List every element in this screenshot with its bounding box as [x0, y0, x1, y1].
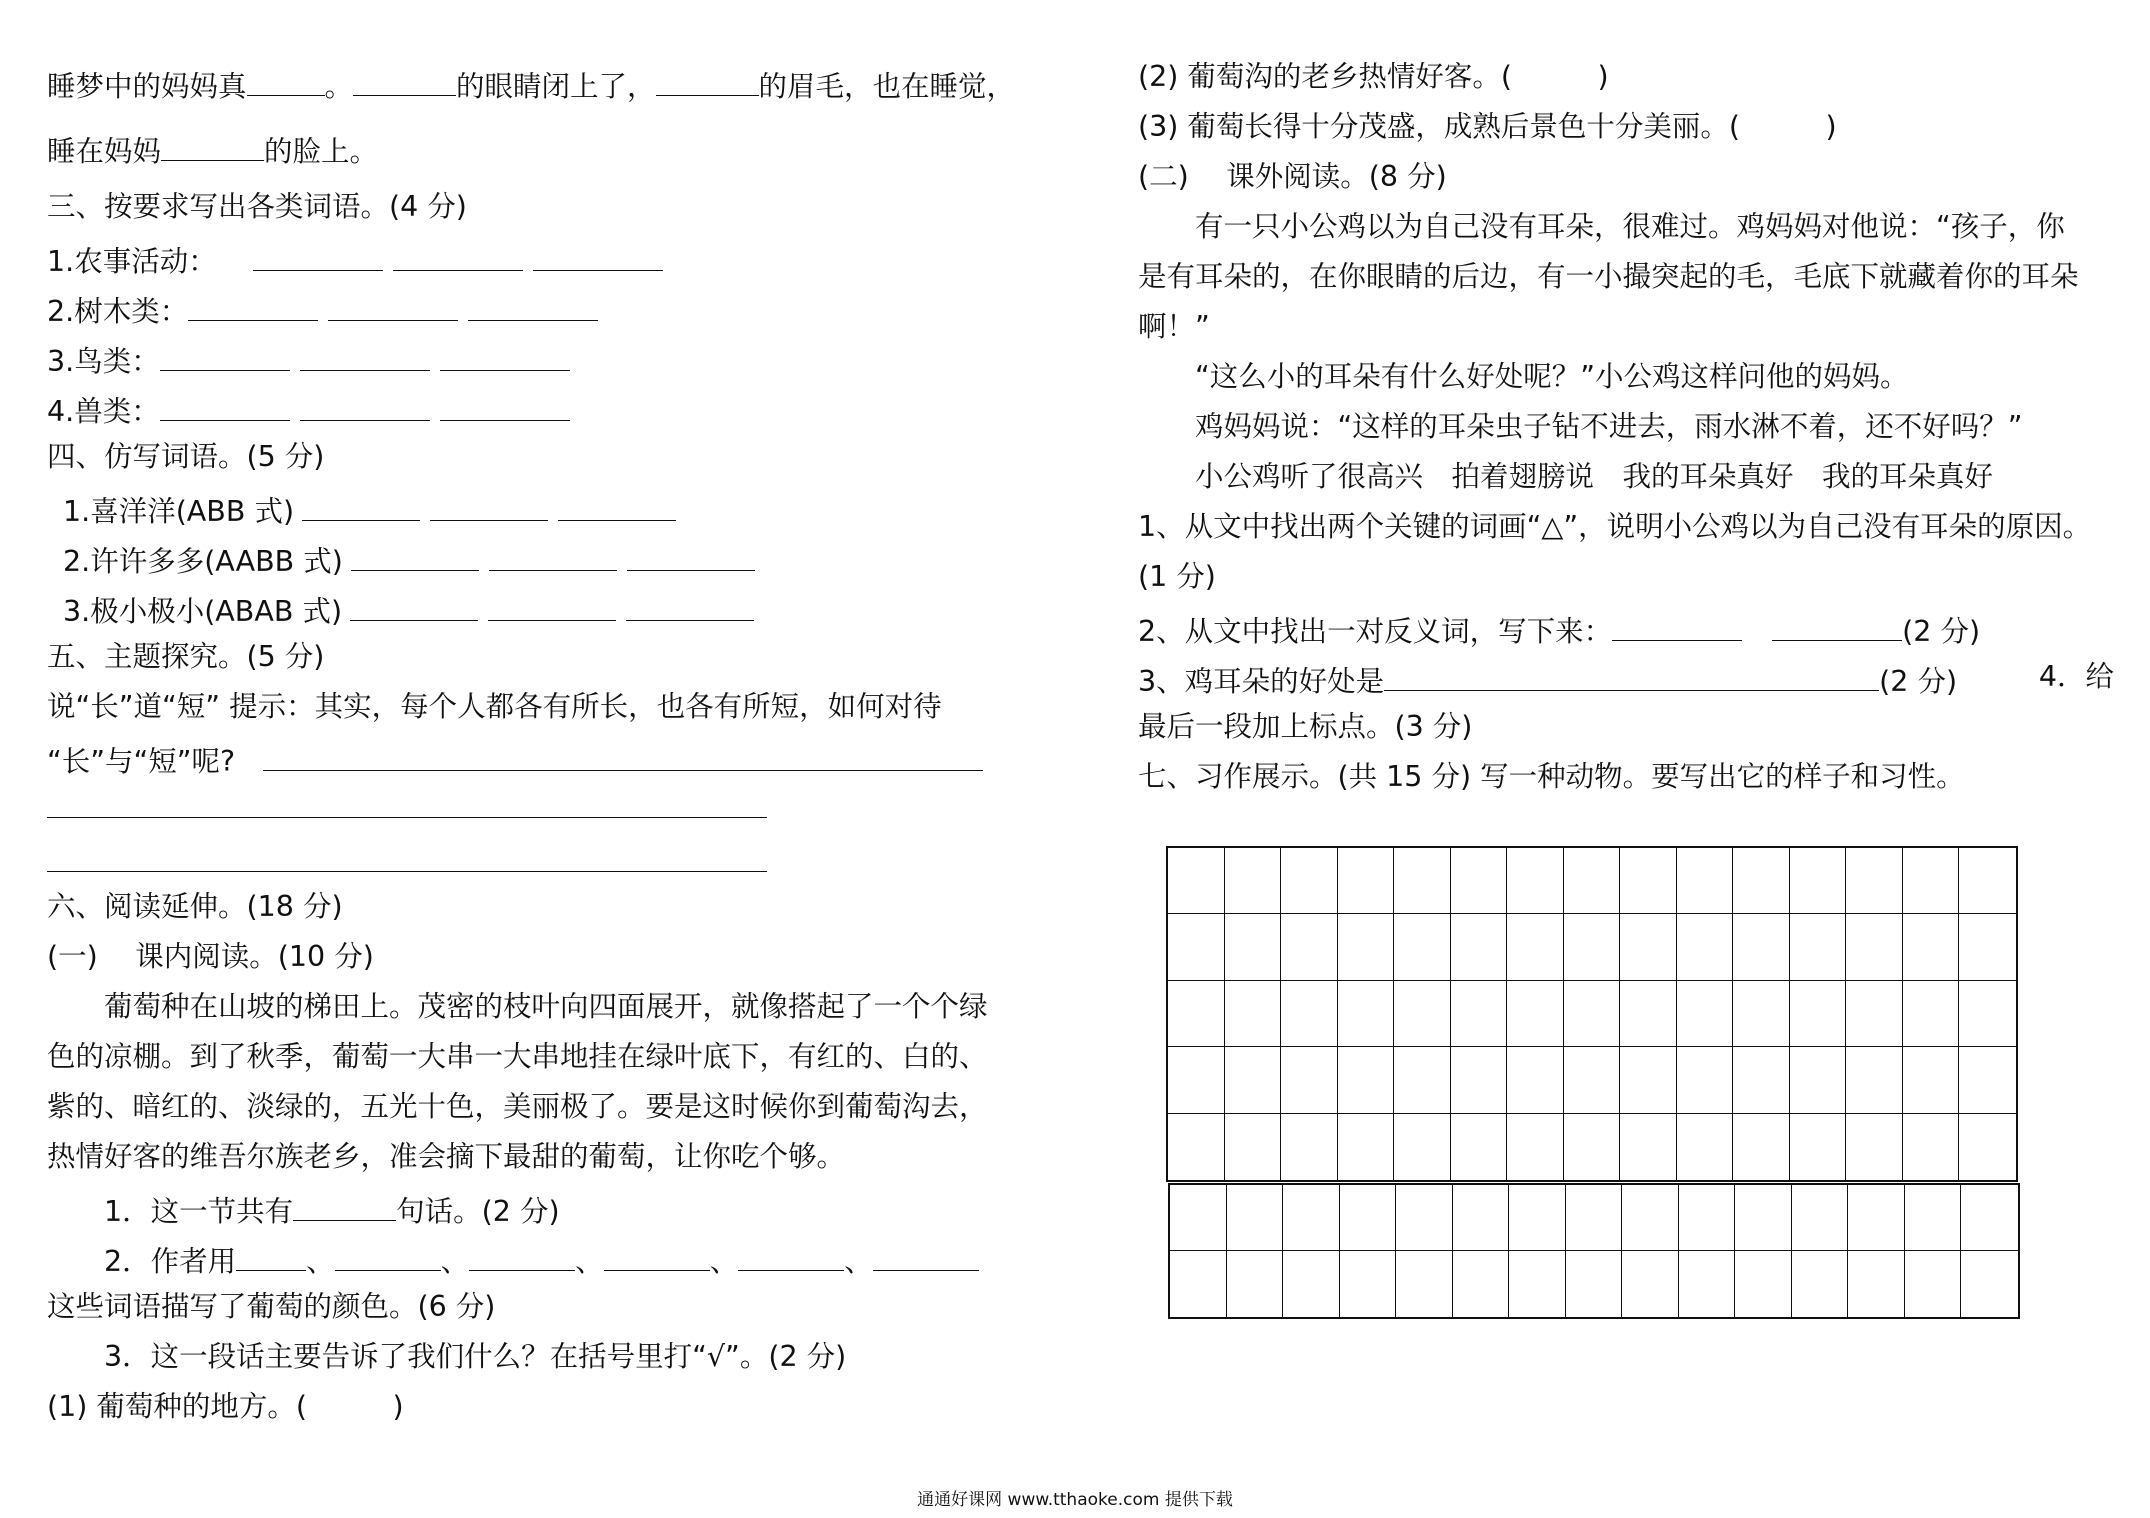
blank[interactable] — [626, 593, 754, 621]
text: 、 — [844, 1245, 873, 1279]
section-6-subtitle: (一) 课内阅读。(10 分) — [47, 940, 374, 973]
item-label: 3.极小极小(ABAB 式) — [63, 595, 343, 629]
grid-cell[interactable] — [1281, 914, 1338, 980]
grid-cell[interactable] — [1507, 914, 1564, 980]
blank[interactable] — [1612, 613, 1742, 641]
reading-question-2 — [1138, 613, 1980, 647]
blank[interactable] — [488, 593, 616, 621]
blank[interactable] — [533, 243, 663, 271]
grid-cell[interactable] — [1846, 1114, 1903, 1180]
answer-line[interactable] — [47, 871, 767, 872]
grid-cell[interactable] — [1959, 1047, 2016, 1113]
grid-cell[interactable] — [1227, 1185, 1284, 1251]
grid-cell[interactable] — [1509, 1251, 1566, 1317]
text: “长”与“短”呢? — [47, 745, 236, 779]
grid-cell[interactable] — [1338, 848, 1395, 914]
blank[interactable] — [558, 493, 676, 521]
blank[interactable] — [440, 393, 570, 421]
blank[interactable] — [1772, 613, 1902, 641]
grid-cell[interactable] — [1622, 1251, 1679, 1317]
blank[interactable] — [1384, 663, 1879, 691]
section-3-title: 三、按要求写出各类词语。(4 分) — [47, 190, 467, 223]
question-1 — [104, 1193, 560, 1227]
passage-line: 小公鸡听了很高兴 拍着翅膀说 我的耳朵真好 我的耳朵真好 — [1195, 460, 1994, 493]
grid-cell[interactable] — [1961, 1185, 2018, 1251]
grid-cell[interactable] — [1168, 981, 1225, 1047]
grid-cell[interactable] — [1733, 1047, 1790, 1113]
grid-cell[interactable] — [1790, 848, 1847, 914]
question-3: 3．这一段话主要告诉了我们什么？在括号里打“√”。(2 分) — [104, 1340, 847, 1373]
grid-cell[interactable] — [1394, 914, 1451, 980]
reading-question-1-score: (1 分) — [1138, 560, 1216, 593]
text: 3、鸡耳朵的好处是 — [1138, 665, 1385, 699]
grid-cell[interactable] — [1733, 981, 1790, 1047]
blank[interactable] — [469, 1243, 575, 1271]
grid-cell[interactable] — [1338, 914, 1395, 980]
grid-cell[interactable] — [1792, 1185, 1849, 1251]
grid-cell[interactable] — [1903, 981, 1960, 1047]
passage-line: 啊！” — [1138, 310, 1210, 343]
grid-cell[interactable] — [1620, 981, 1677, 1047]
grid-cell[interactable] — [1622, 1185, 1679, 1251]
item-label: 3.鸟类： — [47, 345, 160, 379]
text: 2．作者用 — [104, 1245, 237, 1279]
section-5-title: 五、主题探究。(5 分) — [47, 640, 325, 673]
grid-cell[interactable] — [1564, 981, 1621, 1047]
blank[interactable] — [161, 133, 264, 161]
grid-cell[interactable] — [1394, 1047, 1451, 1113]
grid-cell[interactable] — [1846, 1047, 1903, 1113]
grid-cell[interactable] — [1620, 1114, 1677, 1180]
grid-cell[interactable] — [1790, 981, 1847, 1047]
grid-cell[interactable] — [1225, 914, 1282, 980]
text: 的眉毛，也在睡觉， — [758, 70, 1016, 104]
grid-cell[interactable] — [1677, 1114, 1734, 1180]
grid-cell[interactable] — [1453, 1185, 1510, 1251]
blank[interactable] — [430, 493, 548, 521]
word-category-4 — [47, 393, 570, 427]
item-label: 1.喜洋洋(ABB 式) — [63, 495, 295, 529]
blank[interactable] — [350, 593, 478, 621]
grid-cell[interactable] — [1959, 981, 2016, 1047]
grid-cell[interactable] — [1170, 1185, 1227, 1251]
grid-cell[interactable] — [1225, 1047, 1282, 1113]
section-6-subtitle-2: (二) 课外阅读。(8 分) — [1138, 160, 1447, 193]
grid-cell[interactable] — [1453, 1251, 1510, 1317]
grid-cell[interactable] — [1338, 1047, 1395, 1113]
blank[interactable] — [160, 343, 290, 371]
grid-cell[interactable] — [1903, 1047, 1960, 1113]
grid-cell[interactable] — [1959, 914, 2016, 980]
grid-cell[interactable] — [1564, 914, 1621, 980]
blank[interactable] — [351, 543, 479, 571]
item-label: 2.许许多多(AABB 式) — [63, 545, 343, 579]
reading-question-4-cont: 最后一段加上标点。(3 分) — [1138, 710, 1473, 743]
grid-cell[interactable] — [1792, 1251, 1849, 1317]
passage-line: “这么小的耳朵有什么好处呢？”小公鸡这样问他的妈妈。 — [1195, 360, 1909, 393]
grid-cell[interactable] — [1903, 914, 1960, 980]
grid-cell[interactable] — [1679, 1251, 1736, 1317]
blank[interactable] — [738, 1243, 844, 1271]
answer-line[interactable] — [263, 743, 983, 771]
option-3[interactable]: (3) 葡萄长得十分茂盛，成熟后景色十分美丽。( ) — [1138, 110, 1837, 143]
grid-cell[interactable] — [1168, 848, 1225, 914]
grid-cell[interactable] — [1281, 981, 1338, 1047]
grid-cell[interactable] — [1451, 848, 1508, 914]
grid-cell[interactable] — [1733, 914, 1790, 980]
item-label: 1.农事活动： — [47, 245, 217, 279]
grid-cell[interactable] — [1451, 1047, 1508, 1113]
imitation-item-2 — [63, 543, 755, 577]
blank[interactable] — [328, 293, 458, 321]
grid-cell[interactable] — [1846, 981, 1903, 1047]
text: 。 — [324, 70, 354, 104]
grid-cell[interactable] — [1620, 848, 1677, 914]
blank[interactable] — [656, 68, 759, 96]
grid-cell[interactable] — [1507, 848, 1564, 914]
blank[interactable] — [468, 293, 598, 321]
grid-cell[interactable] — [1394, 848, 1451, 914]
question-2-cont: 这些词语描写了葡萄的颜色。(6 分) — [47, 1290, 496, 1323]
blank[interactable] — [335, 1243, 441, 1271]
blank[interactable] — [236, 1243, 306, 1271]
passage-line: 是有耳朵的，在你眼睛的后边，有一小撮突起的毛，毛底下就藏着你的耳朵 — [1138, 260, 2079, 293]
reading-question-4: 4．给 — [2038, 660, 2114, 693]
grid-cell[interactable] — [1396, 1251, 1453, 1317]
text: 的脸上。 — [264, 135, 379, 169]
grid-cell[interactable] — [1564, 848, 1621, 914]
text: 、 — [575, 1245, 604, 1279]
reading-question-3 — [1138, 663, 1957, 697]
blank[interactable] — [253, 243, 383, 271]
grid-cell[interactable] — [1168, 914, 1225, 980]
grid-cell[interactable] — [1168, 1114, 1225, 1180]
grid-cell[interactable] — [1677, 914, 1734, 980]
text: 、 — [440, 1245, 470, 1279]
grid-cell[interactable] — [1959, 1114, 2016, 1180]
grid-cell[interactable] — [1225, 1114, 1282, 1180]
grid-cell[interactable] — [1905, 1251, 1962, 1317]
composition-grid-lower[interactable] — [1168, 1183, 2020, 1319]
grid-cell[interactable] — [1227, 1251, 1284, 1317]
grid-cell[interactable] — [1283, 1251, 1340, 1317]
section-5-prompt: 说“长”道“短” 提示：其实，每个人都各有所长，也各有所短，如何对待 — [47, 690, 942, 723]
grid-cell[interactable] — [1677, 1047, 1734, 1113]
blank[interactable] — [627, 543, 755, 571]
grid-cell[interactable] — [1733, 848, 1790, 914]
passage-line: 有一只小公鸡以为自己没有耳朵，很难过。鸡妈妈对他说：“孩子，你 — [1195, 210, 2065, 243]
passage-line: 葡萄种在山坡的梯田上。茂密的枝叶向四面展开，就像搭起了一个个绿 — [104, 990, 988, 1023]
poem-line-1 — [47, 68, 1015, 102]
text: 句话。(2 分) — [396, 1195, 560, 1229]
text: 睡梦中的妈妈真 — [47, 70, 247, 104]
footer-credit: 通通好课网 www.tthaoke.com 提供下载 — [917, 1490, 1233, 1510]
text: 睡在妈妈 — [47, 135, 162, 169]
grid-cell[interactable] — [1566, 1185, 1623, 1251]
grid-cell[interactable] — [1396, 1185, 1453, 1251]
grid-cell[interactable] — [1846, 914, 1903, 980]
grid-cell[interactable] — [1338, 1114, 1395, 1180]
blank[interactable] — [300, 343, 430, 371]
grid-cell[interactable] — [1168, 1047, 1225, 1113]
text: (2 分) — [1902, 615, 1981, 649]
answer-line[interactable] — [47, 817, 767, 818]
grid-cell[interactable] — [1903, 848, 1960, 914]
grid-cell[interactable] — [1225, 981, 1282, 1047]
grid-cell[interactable] — [1281, 1114, 1338, 1180]
composition-grid-upper[interactable] — [1166, 846, 2018, 1182]
question-2 — [104, 1243, 979, 1277]
grid-cell[interactable] — [1338, 981, 1395, 1047]
option-1[interactable]: (1) 葡萄种的地方。( ) — [47, 1390, 404, 1423]
passage-line: 色的凉棚。到了秋季，葡萄一大串一大串地挂在绿叶底下，有红的、白的、 — [47, 1040, 988, 1073]
grid-cell[interactable] — [1564, 1114, 1621, 1180]
grid-cell[interactable] — [1677, 981, 1734, 1047]
blank[interactable] — [440, 343, 570, 371]
grid-cell[interactable] — [1848, 1251, 1905, 1317]
blank[interactable] — [604, 1243, 710, 1271]
grid-cell[interactable] — [1790, 1047, 1847, 1113]
blank[interactable] — [293, 1193, 396, 1221]
grid-cell[interactable] — [1677, 848, 1734, 914]
passage-line: 紫的、暗红的、淡绿的，五光十色，美丽极了。要是这时候你到葡萄沟去， — [47, 1090, 988, 1123]
section-7-title: 七、习作展示。(共 15 分) 写一种动物。要写出它的样子和习性。 — [1138, 760, 1965, 793]
grid-cell[interactable] — [1451, 981, 1508, 1047]
grid-cell[interactable] — [1451, 1114, 1508, 1180]
text: 的眼睛闭上了， — [456, 70, 656, 104]
grid-cell[interactable] — [1225, 848, 1282, 914]
grid-cell[interactable] — [1340, 1185, 1397, 1251]
grid-cell[interactable] — [1620, 1047, 1677, 1113]
blank[interactable] — [160, 393, 290, 421]
section-6-title: 六、阅读延伸。(18 分) — [47, 890, 343, 923]
grid-cell[interactable] — [1283, 1185, 1340, 1251]
grid-cell[interactable] — [1170, 1251, 1227, 1317]
grid-cell[interactable] — [1679, 1185, 1736, 1251]
grid-cell[interactable] — [1564, 1047, 1621, 1113]
grid-cell[interactable] — [1509, 1185, 1566, 1251]
grid-cell[interactable] — [1959, 848, 2016, 914]
grid-cell[interactable] — [1340, 1251, 1397, 1317]
grid-cell[interactable] — [1507, 981, 1564, 1047]
grid-cell[interactable] — [1846, 848, 1903, 914]
blank[interactable] — [300, 393, 430, 421]
text: 、 — [306, 1245, 335, 1279]
grid-cell[interactable] — [1735, 1251, 1792, 1317]
text: 2、从文中找出一对反义词，写下来： — [1138, 615, 1613, 649]
blank[interactable] — [489, 543, 617, 571]
passage-line: 鸡妈妈说：“这样的耳朵虫子钻不进去，雨水淋不着，还不好吗？” — [1195, 410, 2023, 443]
imitation-item-1 — [63, 493, 676, 527]
passage-line: 热情好客的维吾尔族老乡，准会摘下最甜的葡萄，让你吃个够。 — [47, 1140, 846, 1173]
grid-cell[interactable] — [1903, 1114, 1960, 1180]
imitation-item-3 — [63, 593, 754, 627]
grid-cell[interactable] — [1905, 1185, 1962, 1251]
grid-cell[interactable] — [1281, 1047, 1338, 1113]
grid-cell[interactable] — [1281, 848, 1338, 914]
reading-question-1: 1、从文中找出两个关键的词画“△”，说明小公鸡以为自己没有耳朵的原因。 — [1138, 510, 2092, 543]
blank[interactable] — [247, 68, 325, 96]
blank[interactable] — [188, 293, 318, 321]
grid-cell[interactable] — [1507, 1114, 1564, 1180]
text: 1．这一节共有 — [104, 1195, 294, 1229]
grid-cell[interactable] — [1394, 1114, 1451, 1180]
text: (2 分) — [1879, 665, 1958, 699]
grid-cell[interactable] — [1566, 1251, 1623, 1317]
grid-cell[interactable] — [1790, 1114, 1847, 1180]
grid-cell[interactable] — [1451, 914, 1508, 980]
blank[interactable] — [353, 68, 456, 96]
word-category-3 — [47, 343, 570, 377]
grid-cell[interactable] — [1848, 1185, 1905, 1251]
grid-cell[interactable] — [1394, 981, 1451, 1047]
grid-cell[interactable] — [1507, 1047, 1564, 1113]
poem-line-2 — [47, 133, 378, 167]
text: 、 — [709, 1245, 739, 1279]
grid-cell[interactable] — [1961, 1251, 2018, 1317]
grid-cell[interactable] — [1790, 914, 1847, 980]
word-category-2 — [47, 293, 598, 327]
section-5-question — [47, 743, 983, 777]
blank[interactable] — [873, 1243, 979, 1271]
grid-cell[interactable] — [1735, 1185, 1792, 1251]
section-4-title: 四、仿写词语。(5 分) — [47, 440, 325, 473]
item-label: 2.树木类： — [47, 295, 189, 329]
word-category-1 — [47, 243, 663, 277]
grid-cell[interactable] — [1733, 1114, 1790, 1180]
blank[interactable] — [302, 493, 420, 521]
blank[interactable] — [393, 243, 523, 271]
option-2[interactable]: (2) 葡萄沟的老乡热情好客。( ) — [1138, 60, 1609, 93]
grid-cell[interactable] — [1620, 914, 1677, 980]
item-label: 4.兽类： — [47, 395, 160, 429]
